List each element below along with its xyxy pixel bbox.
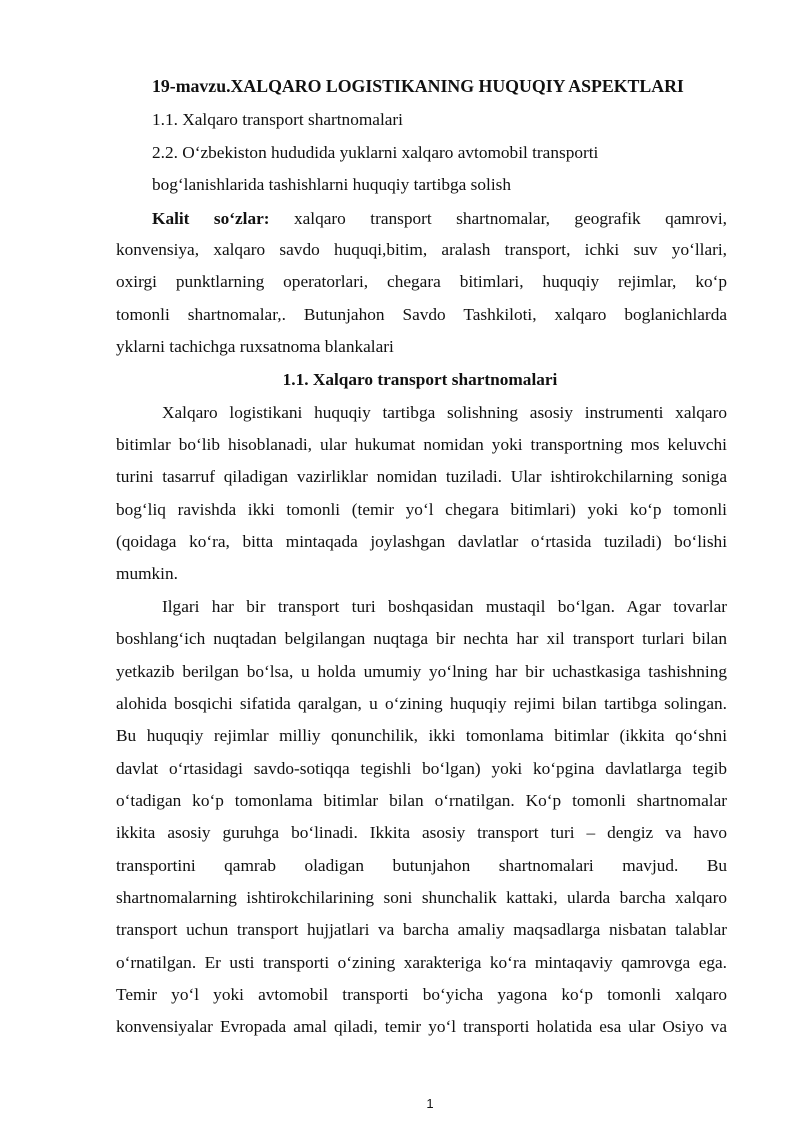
- page-number: 1: [426, 1096, 434, 1111]
- paragraph-line: alohida bosqichi sifatida qaralgan, u o‘zining huquqiy rejimi bilan tartibga solingan.: [116, 694, 727, 713]
- paragraph-line: turini tasarruf qiladigan vazirliklar nomidan tuziladi. Ular ishtirokchilarning soniga: [116, 467, 727, 486]
- outline-item: 2.2. O‘zbekiston hududida yuklarni xalqaro avtomobil transporti: [152, 143, 599, 162]
- paragraph-line: mumkin.: [116, 564, 178, 583]
- keywords-first-line: [152, 209, 727, 229]
- paragraph-line: o‘rnatilgan. Er usti transporti o‘zining xarakteriga ko‘ra mintaqaviy qamrovga ega.: [116, 953, 727, 972]
- paragraph-line: davlat o‘rtasidagi savdo-sotiqqa tegishli bo‘lgan) yoki ko‘pgina davlatlarga tegib: [116, 759, 727, 778]
- outline-item: 1.1. Xalqaro transport shartnomalari: [152, 110, 403, 129]
- paragraph-line: boshlang‘ich nuqtadan belgilangan nuqtaga bir nechta har xil transport turlari bilan: [116, 629, 727, 648]
- keywords-line: tomonli shartnomalar,. Butunjahon Savdo Tashkiloti, xalqaro boglanichlarda: [116, 305, 727, 324]
- paragraph-line: (qoidaga ko‘ra, bitta mintaqada joylashgan davlatlar o‘rtasida tuziladi) bo‘lishi: [116, 532, 727, 551]
- paragraph-line: Temir yo‘l yoki avtomobil transporti bo‘yicha yagona ko‘p tomonli xalqaro: [116, 985, 727, 1004]
- keywords-line: yklarni tachichga ruxsatnoma blankalari: [116, 337, 394, 356]
- keywords-label: Kalit so‘zlar:: [152, 209, 270, 228]
- paragraph-line: Ilgari har bir transport turi boshqasidan mustaqil bo‘lgan. Agar tovarlar: [162, 597, 727, 616]
- paragraph-line: bog‘liq ravishda ikki tomonli (temir yo‘l chegara bitimlari) yoki ko‘p tomonli: [116, 500, 727, 519]
- paragraph-line: bitimlar bo‘lib hisoblanadi, ular hukumat nomidan yoki transportning mos keluvchi: [116, 435, 727, 454]
- outline-item: bog‘lanishlarida tashishlarni huquqiy tartibga solish: [152, 175, 512, 194]
- paragraph-line: shartnomalarning ishtirokchilarining soni shunchalik kattaki, ularda barcha xalqaro: [116, 888, 727, 907]
- paragraph-line: transportini qamrab oladigan butunjahon shartnomalari mavjud. Bu: [116, 856, 727, 875]
- paragraph-line: konvensiyalar Evropada amal qiladi, temir yo‘l transporti holatida esa ular Osiyo va: [116, 1017, 727, 1036]
- keywords-line: oxirgi punktlarning operatorlari, chegara bitimlari, huquqiy rejimlar, ko‘p: [116, 272, 727, 291]
- keywords-text: xalqaro transport shartnomalar, geografik qamrovi,: [294, 209, 727, 228]
- paragraph-line: Bu huquqiy rejimlar milliy qonunchilik, ikki tomonlama bitimlar (ikkita qo‘shni: [116, 726, 727, 745]
- paragraph-line: ikkita asosiy guruhga bo‘linadi. Ikkita asosiy transport turi – dengiz va havo: [116, 823, 727, 842]
- section-heading: 1.1. Xalqaro transport shartnomalari: [282, 370, 558, 389]
- paragraph-line: yetkazib berilgan bo‘lsa, u holda umumiy yo‘lning har bir uchastkasiga tashishning: [116, 662, 727, 681]
- keywords-line: konvensiya, xalqaro savdo huquqi,bitim, aralash transport, ichki suv yo‘llari,: [116, 240, 727, 259]
- paragraph-line: transport uchun transport hujjatlari va barcha amaliy maqsadlarga nisbatan talablar: [116, 920, 727, 939]
- paragraph-line: Xalqaro logistikani huquqiy tartibga solishning asosiy instrumenti xalqaro: [162, 403, 727, 422]
- paragraph-line: o‘tadigan ko‘p tomonlama bitimlar bilan o‘rnatilgan. Ko‘p tomonli shartnomalar: [116, 791, 727, 810]
- document-title: 19-mavzu.XALQARO LOGISTIKANING HUQUQIY ASPEKTLARI: [152, 76, 684, 96]
